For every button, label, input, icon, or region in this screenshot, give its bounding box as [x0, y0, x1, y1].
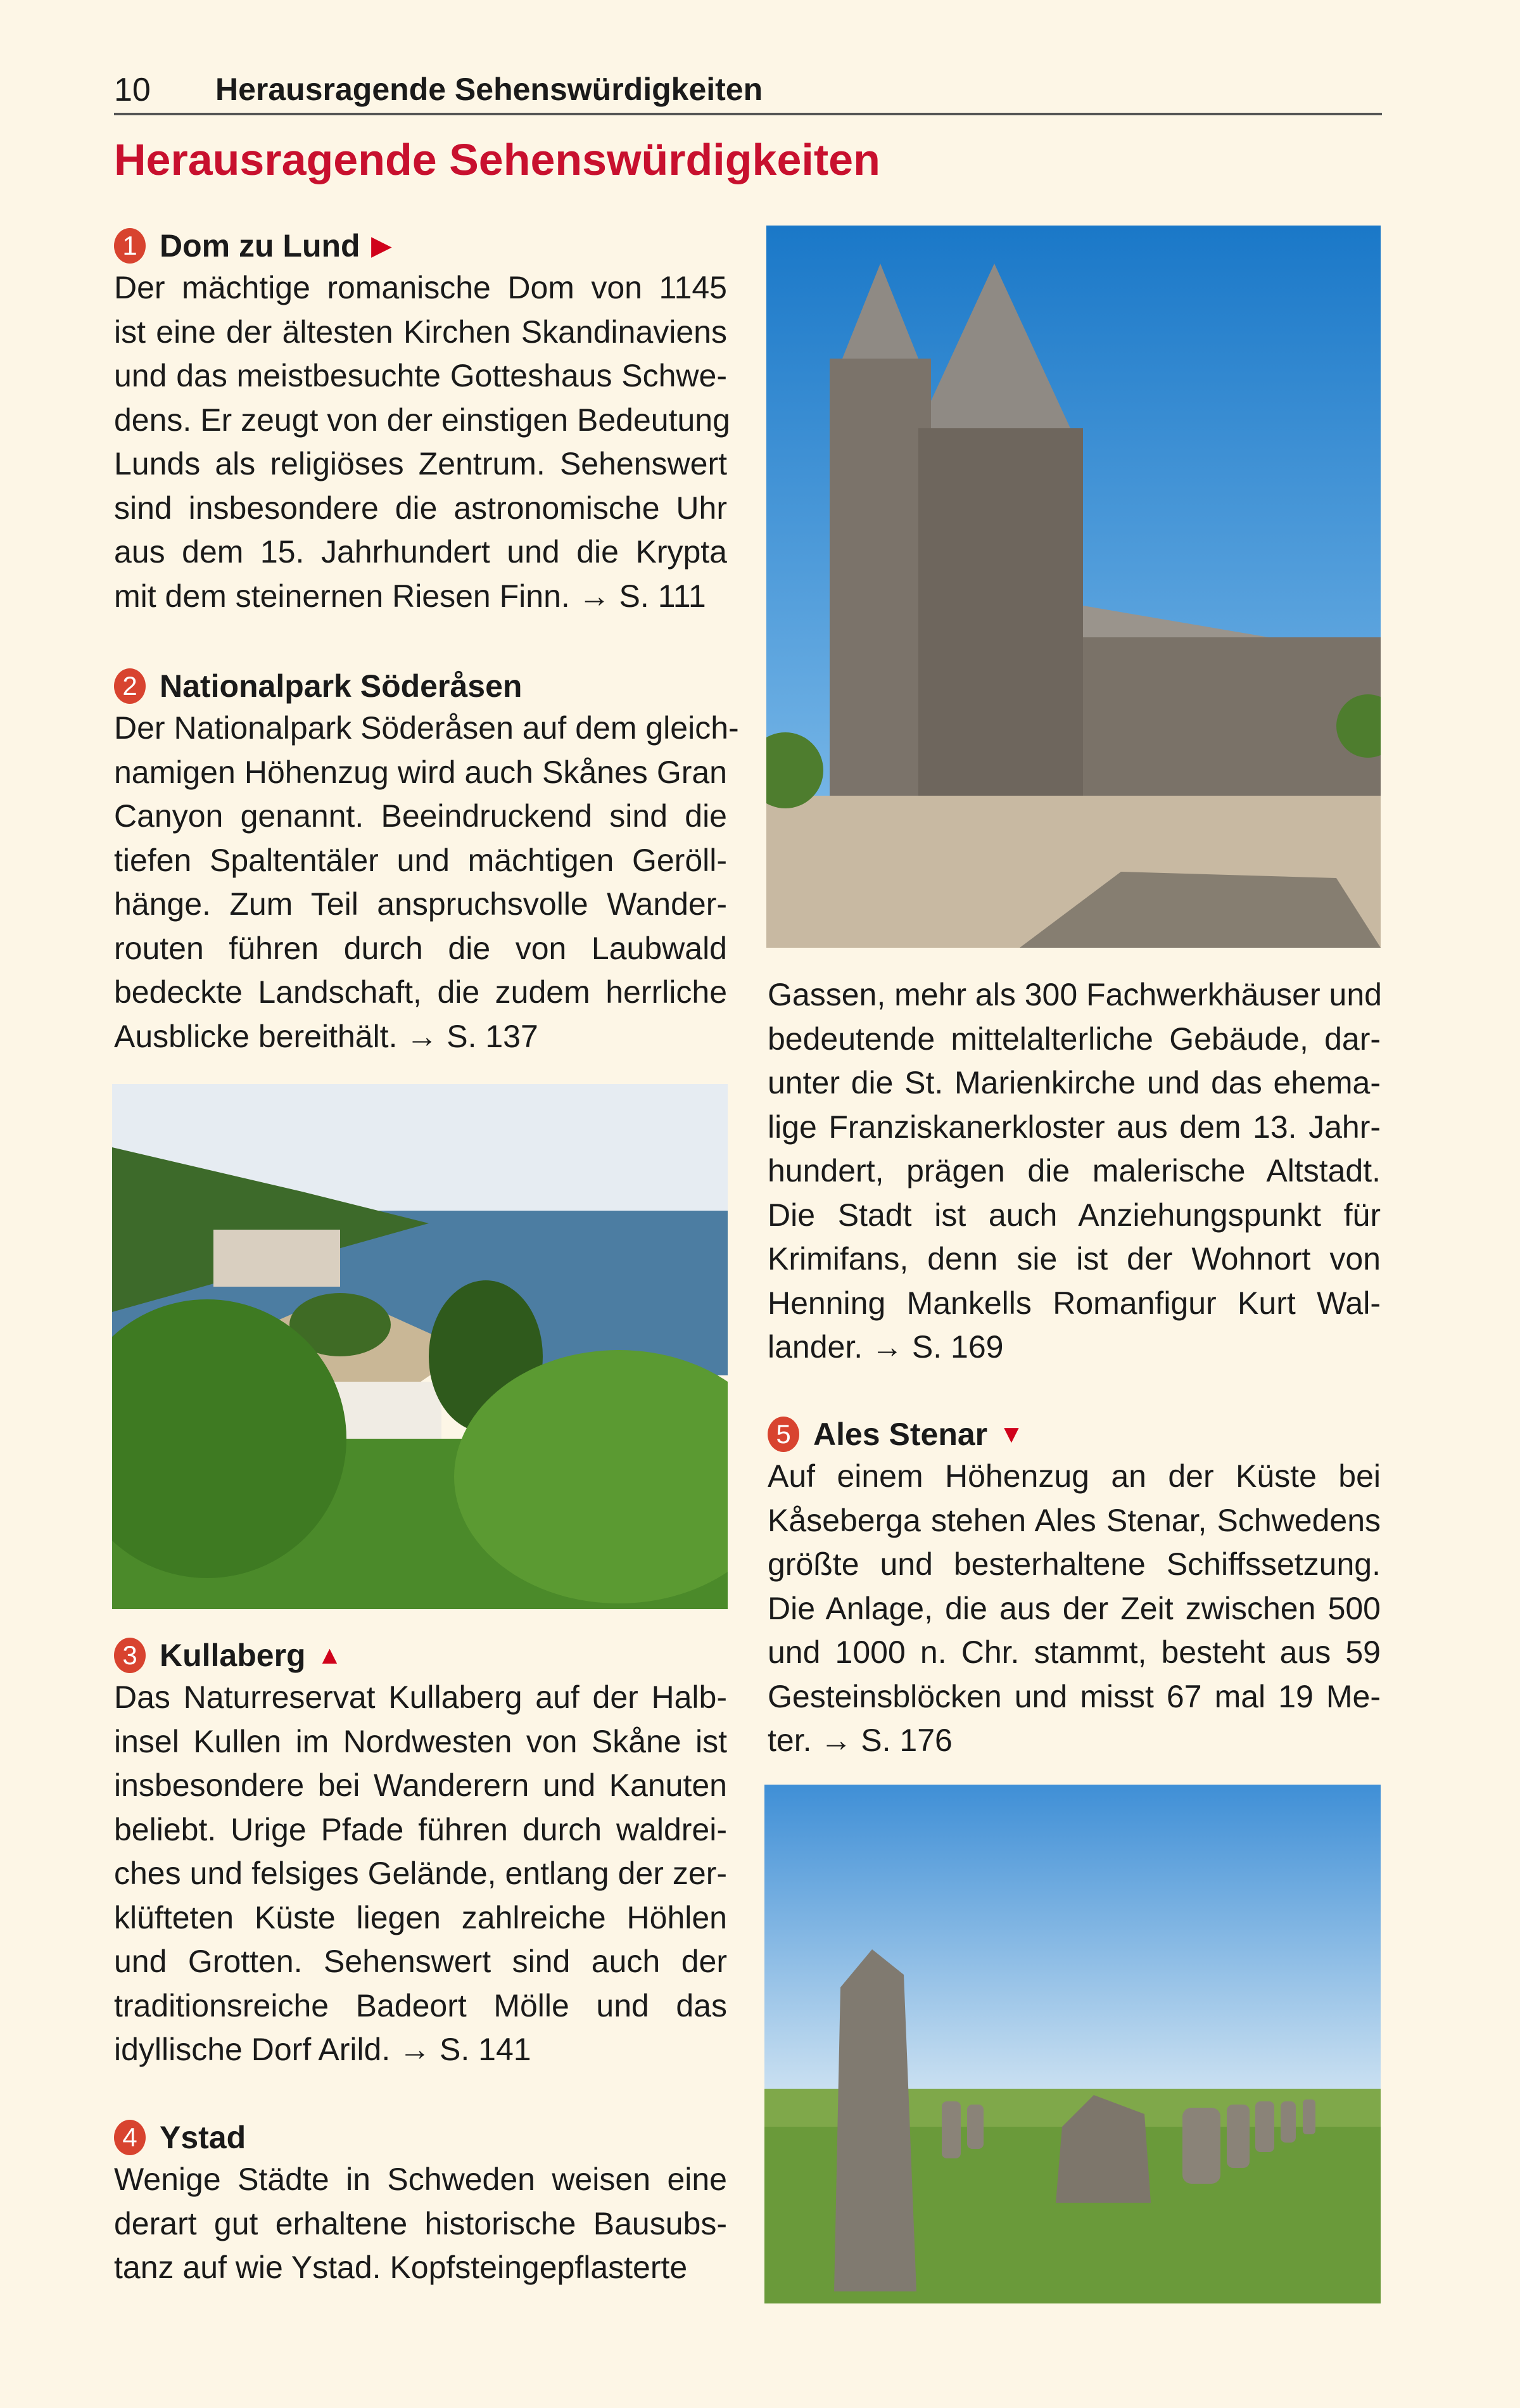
- number-badge: 2: [114, 668, 146, 704]
- text-line: lige Franziskanerkloster aus dem 13. Jahr-: [768, 1109, 1381, 1145]
- text-line: Krimifans, denn sie ist der Wohnort von: [768, 1241, 1381, 1277]
- text-line: dens. Er zeugt von der einstigen Bedeutung: [114, 402, 730, 438]
- section-body: [114, 1676, 727, 2072]
- map-direction-icon: ▶: [371, 232, 391, 260]
- text-line: hundert, prägen die malerische Altstadt.: [768, 1153, 1381, 1188]
- text-line: sind insbesondere die astronomische Uhr: [114, 490, 727, 526]
- section-title: Dom zu Lund: [160, 228, 360, 264]
- section-ystad-continued: [768, 973, 1381, 1370]
- text-line: Lunds als religiöses Zentrum. Sehenswert: [114, 446, 727, 481]
- section-title: Ales Stenar: [813, 1417, 988, 1452]
- map-direction-icon: ▲: [317, 1641, 343, 1669]
- section-title: Ystad: [160, 2120, 246, 2155]
- text-line: und 1000 n. Chr. stammt, besteht aus 59: [768, 1634, 1381, 1670]
- number-badge: 4: [114, 2120, 146, 2155]
- text-line: größte und besterhaltene Schiffssetzung.: [768, 1546, 1381, 1582]
- text-line: insel Kullen im Nordwesten von Skåne ist: [114, 1723, 727, 1759]
- section-kullaberg: [114, 1635, 727, 2072]
- section-heading: [114, 1635, 727, 1676]
- text-line: hänge. Zum Teil anspruchsvolle Wander-: [114, 886, 727, 922]
- section-title: Kullaberg: [160, 1638, 306, 1673]
- text-line: Gesteinsblöcken und misst 67 mal 19 Me-: [768, 1678, 1381, 1714]
- text-line: beliebt. Urige Pfade führen durch waldrei-: [114, 1811, 727, 1847]
- section-body: [114, 2158, 727, 2290]
- text-line: und das meistbesuchte Gotteshaus Schwe-: [114, 358, 727, 393]
- section-heading: [114, 666, 727, 706]
- text-line: Henning Mankells Romanfigur Kurt Wal-: [768, 1285, 1381, 1321]
- header-rule: [114, 113, 1382, 115]
- section-title: Nationalpark Söderåsen: [160, 668, 522, 704]
- text-line: bedeutende mittelalterliche Gebäude, dar-: [768, 1021, 1381, 1057]
- text-line: Canyon genannt. Beeindruckend sind die: [114, 798, 727, 834]
- section-body: [114, 266, 730, 618]
- text-line: Das Naturreservat Kullaberg auf der Halb-: [114, 1679, 727, 1715]
- text-line: Wenige Städte in Schweden weisen eine: [114, 2162, 727, 2197]
- text-line: ist eine der ältesten Kirchen Skandinaviens: [114, 314, 727, 350]
- section-body: [768, 973, 1381, 1370]
- section-heading: [114, 226, 727, 266]
- text-line: Ausblicke bereithält. → S. 137: [114, 1018, 538, 1054]
- number-badge: 5: [768, 1417, 799, 1452]
- photo-lund-cathedral: [766, 226, 1381, 948]
- text-line: ter. → S. 176: [768, 1723, 953, 1758]
- page-number: 10: [114, 72, 151, 108]
- section-dom-zu-lund: [114, 226, 730, 618]
- text-line: Gassen, mehr als 300 Fachwerkhäuser und: [768, 977, 1382, 1012]
- text-line: Die Stadt ist auch Anziehungspunkt für: [768, 1197, 1381, 1233]
- number-badge: 3: [114, 1638, 146, 1673]
- number-badge: 1: [114, 228, 146, 264]
- map-direction-icon: ▼: [999, 1420, 1024, 1448]
- text-line: und Grotten. Sehenswert sind auch der: [114, 1944, 727, 1979]
- text-line: tiefen Spaltentäler und mächtigen Geröll-: [114, 842, 727, 878]
- text-line: tanz auf wie Ystad. Kopfsteingepflasterte: [114, 2250, 688, 2285]
- section-body: [768, 1455, 1381, 1763]
- text-line: lander. → S. 169: [768, 1329, 1004, 1365]
- page-title: Herausragende Sehenswürdigkeiten: [114, 135, 880, 184]
- photo-kullaberg-harbour: [112, 1084, 728, 1609]
- text-line: mit dem steinernen Riesen Finn. → S. 111: [114, 578, 706, 614]
- section-nationalpark-soderasen: [114, 666, 739, 1059]
- section-ystad: [114, 2117, 727, 2290]
- text-line: idyllische Dorf Arild. → S. 141: [114, 2032, 531, 2067]
- text-line: bedeckte Landschaft, die zudem herrliche: [114, 974, 727, 1010]
- photo-ales-stenar: [764, 1785, 1381, 2303]
- text-line: derart gut erhaltene historische Bausubs-: [114, 2205, 727, 2241]
- text-line: namigen Höhenzug wird auch Skånes Gran: [114, 754, 727, 790]
- text-line: ches und felsiges Gelände, entlang der zer-: [114, 1856, 727, 1891]
- text-line: Der mächtige romanische Dom von 1145: [114, 270, 727, 305]
- text-line: routen führen durch die von Laubwald: [114, 930, 727, 966]
- text-line: Kåseberga stehen Ales Stenar, Schwedens: [768, 1502, 1381, 1538]
- text-line: Auf einem Höhenzug an der Küste bei: [768, 1458, 1381, 1494]
- text-line: traditionsreiche Badeort Mölle und das: [114, 1987, 727, 2023]
- section-heading: [768, 1414, 1381, 1455]
- text-line: aus dem 15. Jahrhundert und die Krypta: [114, 534, 727, 570]
- section-ales-stenar: [768, 1414, 1381, 1763]
- section-heading: [114, 2117, 727, 2158]
- running-head: Herausragende Sehenswürdigkeiten: [215, 72, 763, 107]
- section-body: [114, 706, 739, 1059]
- text-line: Die Anlage, die aus der Zeit zwischen 500: [768, 1590, 1381, 1626]
- text-line: insbesondere bei Wanderern und Kanuten: [114, 1768, 727, 1803]
- text-line: Der Nationalpark Söderåsen auf dem gleich-: [114, 710, 739, 746]
- text-line: unter die St. Marienkirche und das ehema-: [768, 1065, 1381, 1100]
- text-line: klüfteten Küste liegen zahlreiche Höhlen: [114, 1899, 727, 1935]
